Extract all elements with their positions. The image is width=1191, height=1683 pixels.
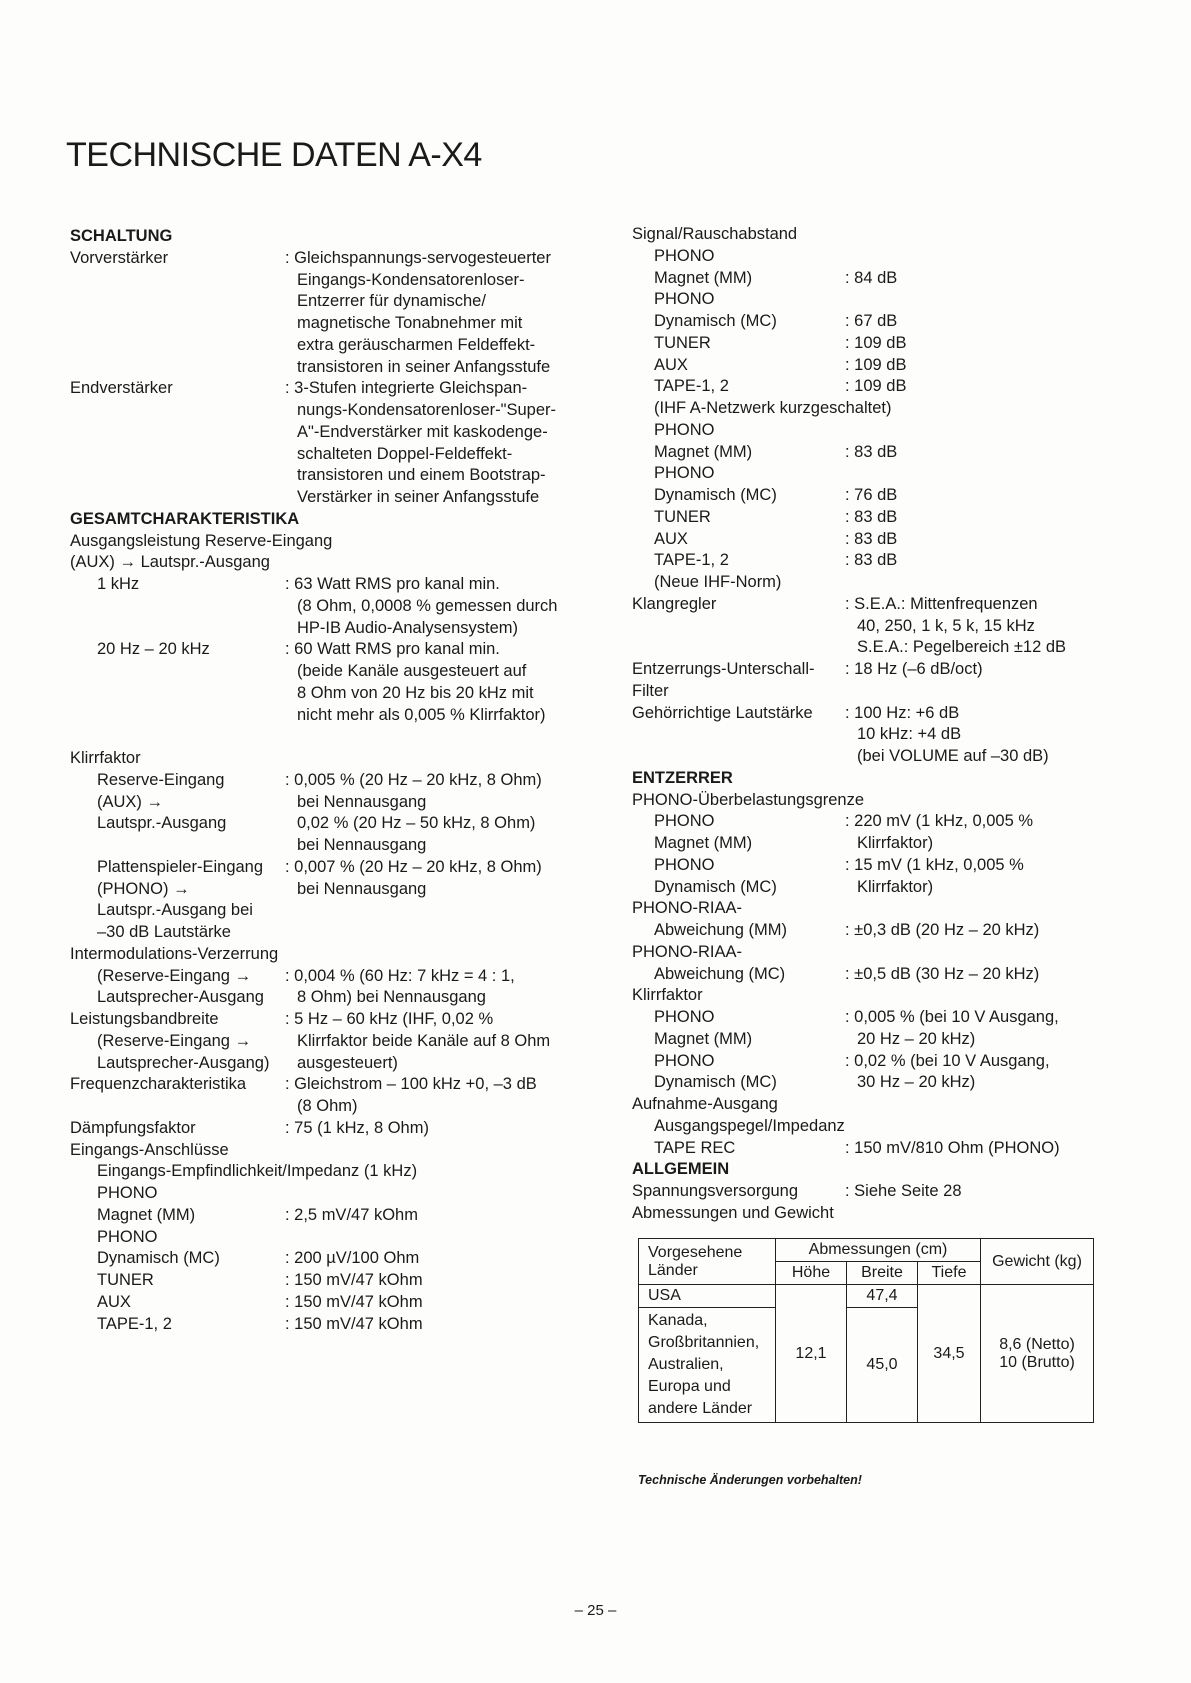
spec-label: Intermodulations-Verzerrung xyxy=(70,944,279,963)
spec-label: AUX xyxy=(654,355,688,374)
spec-value: nungs-Kondensatorenloser-"Super- xyxy=(297,401,557,419)
page-number: – 25 – xyxy=(574,1602,617,1619)
row-usa-country: USA xyxy=(639,1285,776,1308)
weight-net: 8,6 (Netto) xyxy=(999,1335,1075,1353)
spec-value: : 75 (1 kHz, 8 Ohm) xyxy=(285,1118,429,1137)
spec-value: : ±0,3 dB (20 Hz – 20 kHz) xyxy=(845,921,1040,939)
spec-label: Magnet (MM) xyxy=(654,442,753,461)
spec-label: PHONO xyxy=(654,290,715,309)
cell-height: 12,1 xyxy=(776,1285,847,1423)
spec-value: bei Nennausgang xyxy=(297,836,427,854)
spec-value: : 100 Hz: +6 dB xyxy=(845,703,960,722)
header-depth: Tiefe xyxy=(918,1262,981,1285)
spec-value: extra geräuscharmen Feldeffekt- xyxy=(297,335,536,354)
spec-value: : 150 mV/810 Ohm (PHONO) xyxy=(845,1138,1060,1157)
spec-value: (8 Ohm) xyxy=(297,1097,358,1115)
spec-label: Klirrfaktor xyxy=(70,749,141,767)
spec-value: Entzerrer für dynamische/ xyxy=(297,292,486,311)
spec-value: : 200 µV/100 Ohm xyxy=(285,1249,420,1268)
spec-label: Frequenzcharakteristika xyxy=(70,1075,247,1094)
spec-value: A"-Endverstärker mit kaskodenge- xyxy=(297,422,548,441)
spec-value: (8 Ohm, 0,0008 % gemessen durch xyxy=(297,596,558,615)
spec-label: Filter xyxy=(632,681,669,700)
spec-label: TAPE REC xyxy=(654,1138,736,1157)
spec-label: Leistungsbandbreite xyxy=(70,1010,219,1028)
spec-label: Ausgangsleistung Reserve-Eingang xyxy=(70,531,333,550)
section-heading: ALLGEMEIN xyxy=(632,1160,730,1179)
spec-value: : 109 dB xyxy=(845,377,907,396)
spec-label: PHONO xyxy=(654,464,715,483)
spec-label: Dynamisch (MC) xyxy=(654,486,777,504)
spec-value: : 2,5 mV/47 kOhm xyxy=(285,1205,418,1224)
spec-label: TAPE-1, 2 xyxy=(654,551,729,570)
spec-value: : 67 dB xyxy=(845,312,898,330)
header-height: Höhe xyxy=(776,1262,847,1285)
header-dimensions: Abmessungen (cm) xyxy=(776,1239,981,1262)
spec-value: : 63 Watt RMS pro kanal min. xyxy=(285,575,500,593)
spec-label: Aufnahme-Ausgang xyxy=(632,1095,778,1113)
spec-label: (AUX) → Lautspr.-Ausgang xyxy=(70,553,270,572)
spec-label: (Reserve-Eingang → xyxy=(97,966,252,985)
spec-value: : 15 mV (1 kHz, 0,005 % xyxy=(845,855,1024,874)
technical-note: Technische Änderungen vorbehalten! xyxy=(638,1473,862,1487)
spec-value: 40, 250, 1 k, 5 k, 15 kHz xyxy=(857,616,1035,635)
spec-label: PHONO-RIAA- xyxy=(632,899,743,918)
row-usa-width: 47,4 xyxy=(847,1285,918,1308)
spec-label: Entzerrungs-Unterschall- xyxy=(632,660,815,678)
spec-label: Eingangs-Empfindlichkeit/Impedanz (1 kHz) xyxy=(97,1162,418,1181)
spec-label: (Neue IHF-Norm) xyxy=(654,573,782,591)
spec-label: TAPE-1, 2 xyxy=(654,377,729,396)
header-weight: Gewicht (kg) xyxy=(981,1239,1094,1285)
spec-label: Lautspr.-Ausgang bei xyxy=(97,901,253,920)
spec-label: (Reserve-Eingang → xyxy=(97,1031,252,1050)
spec-label: PHONO-RIAA- xyxy=(632,942,743,961)
spec-label: TUNER xyxy=(97,1271,154,1289)
spec-label: PHONO xyxy=(97,1184,158,1202)
spec-label: Lautsprecher-Ausgang) xyxy=(97,1053,270,1072)
spec-value: 0,02 % (20 Hz – 50 kHz, 8 Ohm) xyxy=(297,814,536,833)
spec-label: Magnet (MM) xyxy=(97,1205,196,1224)
spec-label: (PHONO) → xyxy=(97,879,190,898)
spec-value: transistoren und einem Bootstrap- xyxy=(297,466,546,485)
spec-value: (bei VOLUME auf –30 dB) xyxy=(857,747,1049,765)
spec-value: : 150 mV/47 kOhm xyxy=(285,1271,423,1289)
header-countries: Vorgesehene Länder xyxy=(639,1239,776,1285)
spec-label: Gehörrichtige Lautstärke xyxy=(632,703,813,722)
spec-label: TUNER xyxy=(654,507,711,526)
spec-value: 10 kHz: +4 dB xyxy=(857,725,962,744)
spec-label: PHONO xyxy=(97,1227,158,1246)
cell-depth: 34,5 xyxy=(918,1285,981,1423)
header-width: Breite xyxy=(847,1262,918,1285)
spec-value: HP-IB Audio-Analysensystem) xyxy=(297,618,519,637)
section-heading: GESAMTCHARAKTERISTIKA xyxy=(70,509,300,528)
spec-value: : S.E.A.: Mittenfrequenzen xyxy=(845,594,1038,613)
spec-label: 20 Hz – 20 kHz xyxy=(97,640,210,659)
spec-label: Eingangs-Anschlüsse xyxy=(70,1140,229,1159)
spec-value: Eingangs-Kondensatorenloser- xyxy=(297,270,525,289)
spec-label: Klangregler xyxy=(632,594,717,613)
spec-label: Abweichung (MM) xyxy=(654,921,787,939)
spec-value: : 83 dB xyxy=(845,442,898,461)
spec-value: : 0,005 % (20 Hz – 20 kHz, 8 Ohm) xyxy=(285,770,542,789)
spec-value: : Gleichspannungs-servogesteuerter xyxy=(285,248,551,267)
spec-value: : 0,004 % (60 Hz: 7 kHz = 4 : 1, xyxy=(285,966,515,985)
spec-label: Spannungsversorgung xyxy=(632,1182,799,1200)
spec-label: TUNER xyxy=(654,333,711,352)
spec-label: Vorverstärker xyxy=(70,248,169,267)
spec-value: : 0,007 % (20 Hz – 20 kHz, 8 Ohm) xyxy=(285,857,542,876)
spec-value: schalteten Doppel-Feldeffekt- xyxy=(297,444,513,463)
spec-label: Abmessungen und Gewicht xyxy=(632,1203,834,1222)
spec-label: Klirrfaktor xyxy=(632,986,703,1005)
section-heading: SCHALTUNG xyxy=(70,227,173,245)
spec-value: : 5 Hz – 60 kHz (IHF, 0,02 % xyxy=(285,1010,494,1028)
spec-value: : 60 Watt RMS pro kanal min. xyxy=(285,640,500,659)
spec-label: Signal/Rauschabstand xyxy=(632,225,798,243)
spec-value: : Gleichstrom – 100 kHz +0, –3 dB xyxy=(285,1075,537,1094)
spec-value: : 76 dB xyxy=(845,486,898,504)
spec-label: Dämpfungsfaktor xyxy=(70,1118,196,1137)
spec-label: Lautspr.-Ausgang xyxy=(97,814,227,833)
spec-value: : 0,02 % (bei 10 V Ausgang, xyxy=(845,1051,1050,1070)
spec-label: Plattenspieler-Eingang xyxy=(97,857,264,876)
weight-gross: 10 (Brutto) xyxy=(999,1353,1075,1371)
spec-label: Abweichung (MC) xyxy=(654,964,786,983)
spec-value: Klirrfaktor beide Kanäle auf 8 Ohm xyxy=(297,1031,551,1050)
spec-value: 30 Hz – 20 kHz) xyxy=(857,1073,976,1092)
spec-value: : 109 dB xyxy=(845,355,907,374)
spec-value: : 83 dB xyxy=(845,507,898,526)
spec-label: (IHF A-Netzwerk kurzgeschaltet) xyxy=(654,399,892,417)
spec-value: : 83 dB xyxy=(845,529,898,548)
spec-label: Magnet (MM) xyxy=(654,268,753,287)
section-heading: ENTZERRER xyxy=(632,768,733,787)
spec-label: Dynamisch (MC) xyxy=(654,877,777,896)
spec-value: magnetische Tonabnehmer mit xyxy=(297,314,523,332)
spec-value: : 220 mV (1 kHz, 0,005 % xyxy=(845,812,1034,831)
spec-label: Reserve-Eingang xyxy=(97,770,225,789)
spec-label: Dynamisch (MC) xyxy=(654,1073,777,1092)
spec-value: Verstärker in seiner Anfangsstufe xyxy=(297,488,540,506)
spec-label: PHONO xyxy=(654,1051,715,1070)
spec-value: 20 Hz – 20 kHz) xyxy=(857,1029,976,1048)
spec-value: Klirrfaktor) xyxy=(857,834,934,852)
dimensions-table xyxy=(638,1238,1094,1423)
spec-label: TAPE-1, 2 xyxy=(97,1314,172,1333)
spec-value: (beide Kanäle ausgesteuert auf xyxy=(297,662,527,680)
spec-value: bei Nennausgang xyxy=(297,792,427,811)
spec-label: Dynamisch (MC) xyxy=(97,1249,220,1268)
spec-label: –30 dB Lautstärke xyxy=(97,923,231,941)
spec-label: PHONO xyxy=(654,420,715,439)
spec-value: Klirrfaktor) xyxy=(857,877,934,896)
spec-value: 8 Ohm von 20 Hz bis 20 kHz mit xyxy=(297,683,534,702)
spec-label: PHONO xyxy=(654,1008,715,1026)
spec-value: S.E.A.: Pegelbereich ±12 dB xyxy=(857,638,1067,657)
spec-value: : 3-Stufen integrierte Gleichspan- xyxy=(285,379,528,398)
spec-value: : 150 mV/47 kOhm xyxy=(285,1314,423,1333)
row-other-country: Kanada, Großbritannien, Australien, Europa und andere Länder xyxy=(639,1308,776,1423)
spec-label: (AUX) → xyxy=(97,792,163,811)
spec-value: : 0,005 % (bei 10 V Ausgang, xyxy=(845,1008,1059,1026)
spec-label: PHONO xyxy=(654,246,715,265)
spec-label: PHONO xyxy=(654,855,715,874)
cell-weight xyxy=(981,1285,1094,1423)
row-other-width: 45,0 xyxy=(847,1308,918,1423)
spec-label: Lautsprecher-Ausgang xyxy=(97,988,264,1007)
spec-label: Ausgangspegel/Impedanz xyxy=(654,1116,845,1135)
spec-value: : 83 dB xyxy=(845,551,898,570)
spec-value: : 18 Hz (–6 dB/oct) xyxy=(845,660,983,678)
spec-value: : 109 dB xyxy=(845,333,907,352)
spec-label: 1 kHz xyxy=(97,575,140,593)
spec-label: Dynamisch (MC) xyxy=(654,312,777,330)
spec-value: : ±0,5 dB (30 Hz – 20 kHz) xyxy=(845,964,1040,983)
spec-label: Magnet (MM) xyxy=(654,834,753,852)
spec-value: : Siehe Seite 28 xyxy=(845,1182,962,1200)
spec-value: transistoren in seiner Anfangsstufe xyxy=(297,357,551,376)
spec-value: nicht mehr als 0,005 % Klirrfaktor) xyxy=(297,705,546,724)
page-title: TECHNISCHE DATEN A-X4 xyxy=(66,136,482,174)
spec-value: bei Nennausgang xyxy=(297,879,427,898)
spec-value: 8 Ohm) bei Nennausgang xyxy=(297,988,486,1007)
spec-label: AUX xyxy=(97,1292,131,1311)
spec-label: PHONO-Überbelastungsgrenze xyxy=(632,790,865,809)
spec-value: ausgesteuert) xyxy=(297,1053,398,1072)
spec-label: Endverstärker xyxy=(70,379,173,398)
spec-value: : 150 mV/47 kOhm xyxy=(285,1292,423,1311)
spec-value: : 84 dB xyxy=(845,268,898,287)
spec-label: Magnet (MM) xyxy=(654,1029,753,1048)
spec-label: AUX xyxy=(654,529,688,548)
spec-label: PHONO xyxy=(654,812,715,831)
